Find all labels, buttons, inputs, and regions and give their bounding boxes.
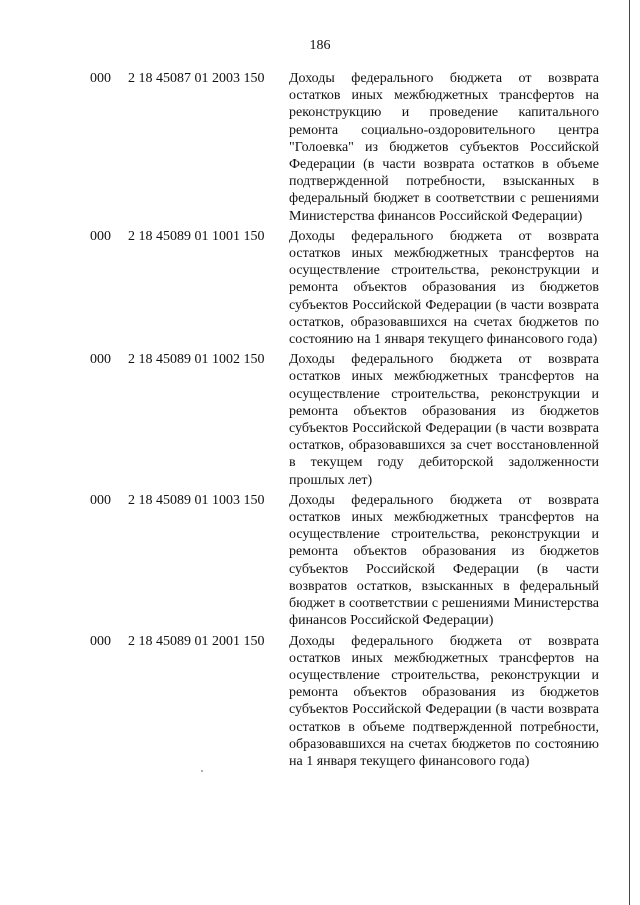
admin-code: 000 — [90, 228, 111, 244]
budget-code-list — [0, 70, 640, 773]
budget-classification-code: 2 18 45089 01 1002 150 — [128, 352, 265, 368]
scan-speck — [201, 770, 203, 772]
page-number: 186 — [309, 38, 331, 53]
budget-classification-code: 2 18 45089 01 2001 150 — [128, 633, 265, 649]
scan-edge-line — [629, 0, 630, 905]
entry-description: Доходы федерального бюджета от возврата остатков иных межбюджетных трансфертов на осуществление строительства, реконструкции и ремонта объектов образования из бюджетов субъектов Российской Федерации (в части возврата остатков, образовавшихся за счет восстановленной в текущем году дебиторской задолженности прошлых лет) — [289, 352, 599, 488]
budget-entry — [0, 228, 640, 348]
budget-classification-code: 2 18 45087 01 2003 150 — [128, 71, 265, 86]
admin-code: 000 — [90, 492, 111, 508]
entry-description: Доходы федерального бюджета от возврата остатков иных межбюджетных трансфертов на осуществление строительства, реконструкции и ремонта объектов образования из бюджетов субъектов Российской Федерации (в части возврата остатков в объеме подтвержденной потребности, образовавшихся на счетах бюджетов по состоянию на 1 января текущего финансового года) — [289, 633, 599, 769]
admin-code: 000 — [90, 71, 111, 86]
budget-entry — [0, 70, 640, 225]
entry-description: Доходы федерального бюджета от возврата остатков иных межбюджетных трансфертов на осуществление строительства, реконструкции и ремонта объектов образования из бюджетов субъектов Российской Федерации (в части возвратов остатков, взысканных в федеральный бюджет в соответствии с решениями Министерства финансов Российской Федерации) — [289, 492, 599, 629]
budget-entry — [0, 351, 640, 489]
budget-entry — [0, 633, 640, 771]
entry-description: Доходы федерального бюджета от возврата остатков иных межбюджетных трансфертов на осуществление строительства, реконструкции и ремонта объектов образования из бюджетов субъектов Российской Федерации (в части возврата остатков, образовавшихся на счетах бюджетов по состоянию на 1 января текущего финансового года) — [289, 228, 599, 348]
budget-classification-code: 2 18 45089 01 1001 150 — [128, 228, 265, 244]
budget-entry — [0, 492, 640, 630]
admin-code: 000 — [90, 633, 111, 649]
entry-description: Доходы федерального бюджета от возврата остатков иных межбюджетных трансфертов на реконструкцию и проведение капитального ремонта социально-оздоровительного центра "Голоевка" из бюджетов субъектов Российской Федерации (в части возврата остатков в объеме подтвержденной потребности, взысканных в федеральный бюджет в соответствии с решениями Министерства финансов Российской Федерации) — [289, 71, 599, 224]
admin-code: 000 — [90, 352, 111, 368]
budget-classification-code: 2 18 45089 01 1003 150 — [128, 492, 265, 508]
